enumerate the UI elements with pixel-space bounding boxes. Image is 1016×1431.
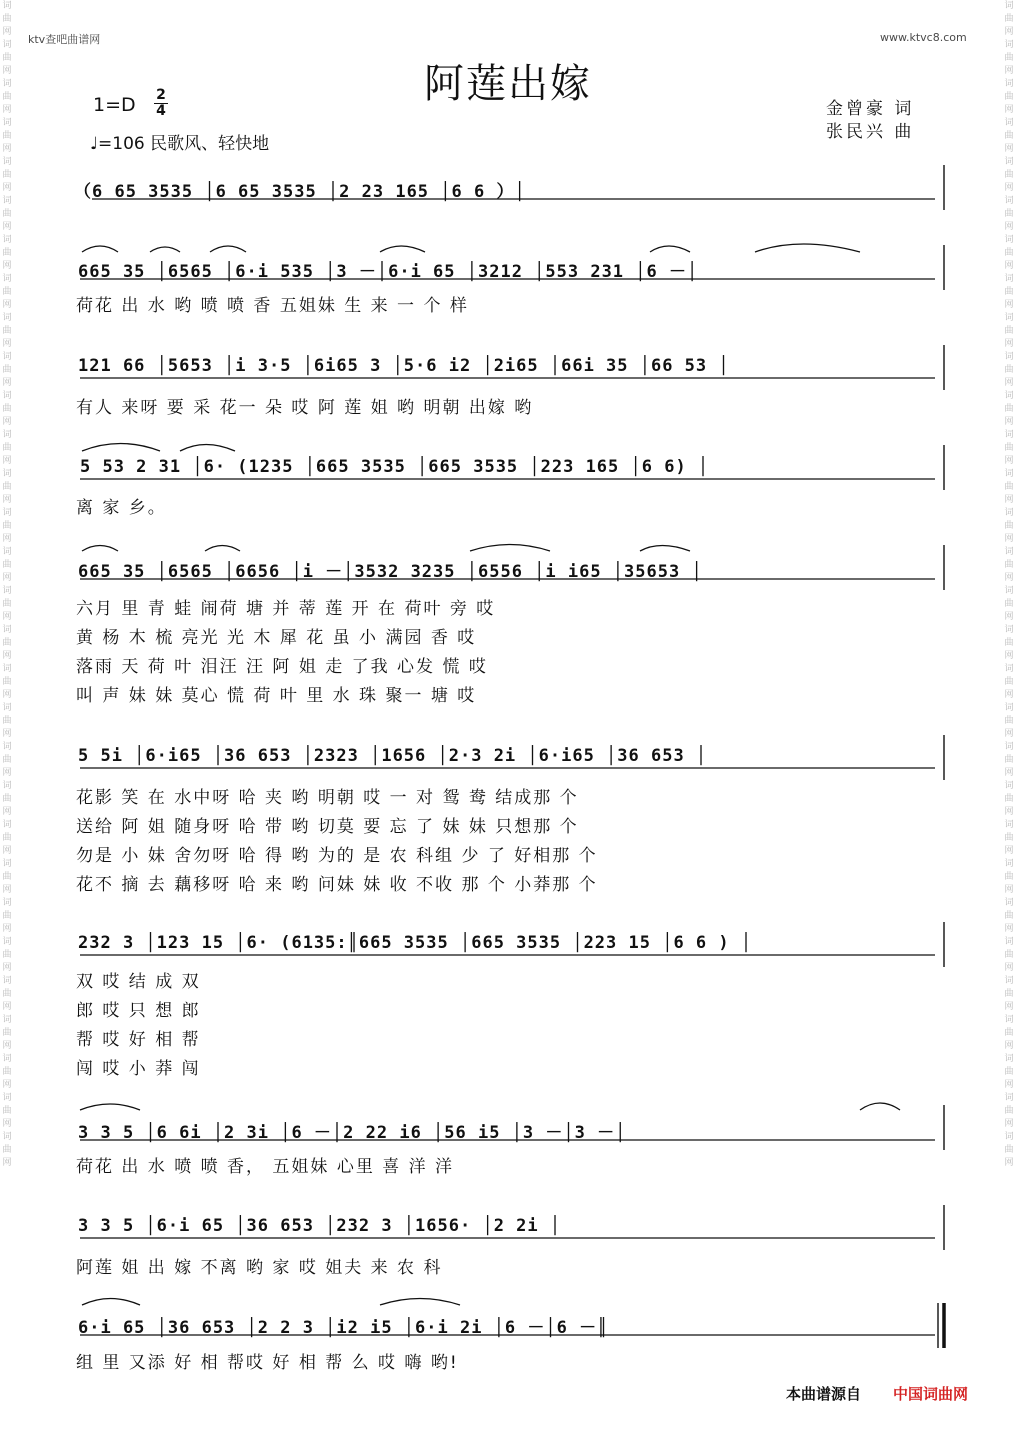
site-mark-left: ktv查吧曲谱网 [28,33,101,46]
time-signature-bottom: 4 [154,103,168,119]
lyric-line-7-verse-2: 郎 哎 只 想 郎 [76,1001,201,1021]
notation-line-9: 3 3 5 │6·i 65 │36 653 │232 3 │1656· │2 2i │ [78,1216,562,1236]
site-mark-right: www.ktvc8.com [880,31,967,44]
slurs-line-2 [82,244,860,252]
notation-line-6: 5 5i │6·i65 │36 653 │2323 │1656 │2·3 2i │6·i65 │36 653 │ [78,746,708,766]
lyric-line-6-verse-4: 花不 摘 去 藕移呀 哈 来 哟 问妹 妹 收 不收 那 个 小莽那 个 [76,875,598,895]
watermark-strip-right: 词曲网词曲网词曲网词曲网词曲网词曲网词曲网词曲网词曲网词曲网词曲网词曲网词曲网词曲网词曲网词曲网词曲网词曲网词曲网词曲网词曲网词曲网词曲网词曲网词曲网词曲网词曲网词曲网词曲网词曲网 [1004,1,1014,1168]
lyric-line-6-verse-3: 勿是 小 妹 舍勿呀 哈 得 哟 为的 是 农 科组 少 了 好相那 个 [76,846,598,866]
lyricist-credit: 金曾豪 词 [826,99,915,119]
lyric-line-7-verse-1: 双 哎 结 成 双 [76,972,201,992]
notation-line-1: （6 65 3535 │6 65 3535 │2 23 165 │6 6 ）│ [74,182,526,202]
slurs-line-4 [82,444,235,452]
notation-line-8: 3 3 5 │6 6i │2 3i │6 －│2 22 i6 │56 i5 │3 －│3 －│ [78,1123,627,1143]
lyric-line-6-verse-2: 送给 阿 姐 随身呀 哈 带 哟 切莫 要 忘 了 妹 妹 只想那 个 [76,817,579,837]
lyric-line-2-verse-1: 荷花 出 水 哟 喷 喷 香 五姐妹 生 来 一 个 样 [76,296,469,316]
notation-line-10: 6·i 65 │36 653 │2 2 3 │i2 i5 │6·i 2i │6 －│6 －║ [78,1318,609,1338]
lyric-line-5-verse-1: 六月 里 青 蛙 闹荷 塘 并 蒂 莲 开 在 荷叶 旁 哎 [76,599,496,619]
source-site-link[interactable]: 中国词曲网 [893,1385,969,1403]
lyric-line-7-verse-3: 帮 哎 好 相 帮 [76,1030,201,1050]
key-signature: 1=D [93,94,136,116]
lyric-line-3-verse-1: 有人 来呀 要 采 花一 朵 哎 阿 莲 姐 哟 明朝 出嫁 哟 [76,398,534,418]
notation-line-5: 665 35 │6565 │6656 │i －│3532 3235 │6556 │i i65 │35653 │ [78,562,703,582]
watermark-strip-left: 词曲网词曲网词曲网词曲网词曲网词曲网词曲网词曲网词曲网词曲网词曲网词曲网词曲网词曲网词曲网词曲网词曲网词曲网词曲网词曲网词曲网词曲网词曲网词曲网词曲网词曲网词曲网词曲网词曲网词曲网 [2,1,12,1168]
notation-line-2: 665 35 │6565 │6·i 535 │3 －│6·i 65 │3212 │553 231 │6 －│ [78,262,699,282]
song-title: 阿莲出嫁 [424,61,592,107]
lyric-line-6-verse-1: 花影 笑 在 水中呀 哈 夹 哟 明朝 哎 一 对 鸳 鸯 结成那 个 [76,788,579,808]
lyric-line-5-verse-2: 黄 杨 木 梳 亮光 光 木 犀 花 虽 小 满园 香 哎 [76,628,477,648]
tempo-marking: ♩=106 民歌风、轻快地 [90,134,270,154]
lyric-line-8-verse-1: 荷花 出 水 喷 喷 香， 五姐妹 心里 喜 洋 洋 [76,1157,455,1177]
lyric-line-10-verse-1: 组 里 又添 好 相 帮哎 好 相 帮 么 哎 嗨 哟! [76,1353,459,1373]
slurs-line-5 [82,545,690,552]
time-signature-top: 2 [156,87,166,103]
lyric-line-7-verse-4: 闯 哎 小 莽 闯 [76,1059,201,1079]
lyric-line-5-verse-4: 叫 声 妹 妹 莫心 慌 荷 叶 里 水 珠 聚一 塘 哎 [76,686,477,706]
slurs-line-10 [82,1299,460,1306]
notation-line-3: 121 66 │5653 │i 3·5 │6i65 3 │5·6 i2 │2i65 │66i 35 │66 53 │ [78,356,730,376]
slurs-line-8 [80,1103,900,1110]
lyric-line-4-verse-1: 离 家 乡。 [76,498,167,518]
lyric-line-9-verse-1: 阿莲 姐 出 嫁 不离 哟 家 哎 姐夫 来 农 科 [76,1258,443,1278]
composer-credit: 张民兴 曲 [826,122,915,142]
source-label: 本曲谱源自 [786,1385,862,1403]
notation-line-4: 5 53 2 31 │6· (1235 │665 3535 │665 3535 │223 165 │6 6) │ [80,457,710,477]
notation-line-7: 232 3 │123 15 │6· (6135:║665 3535 │665 3535 │223 15 │6 6 ) │ [78,933,753,953]
lyric-line-5-verse-3: 落雨 天 荷 叶 泪汪 汪 阿 姐 走 了我 心发 慌 哎 [76,657,488,677]
